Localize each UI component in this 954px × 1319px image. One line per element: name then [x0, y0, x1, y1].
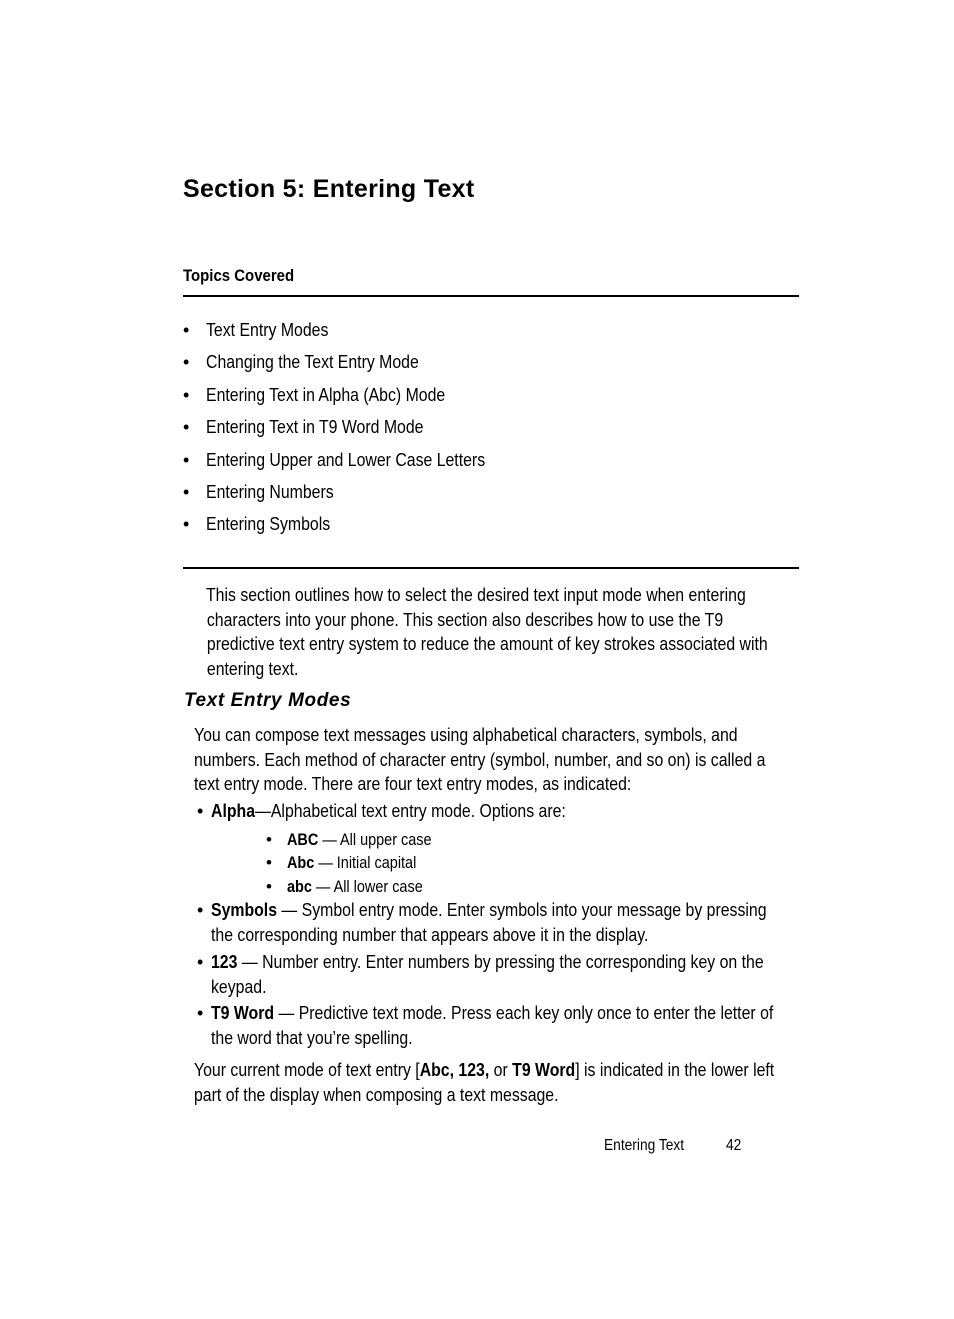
bullet: •	[197, 1003, 204, 1023]
bullet: •	[183, 514, 190, 535]
mode-term: 123	[211, 952, 238, 972]
topics-bottom-rule	[183, 567, 799, 569]
alpha-option-initial: • Abc — Initial capital	[266, 851, 566, 875]
mode-item-symbols: • Symbols — Symbol entry mode. Enter symbols into your message by pressing the corresponding number that appears above it in the display.	[197, 900, 767, 945]
bullet: •	[183, 449, 190, 470]
page-number: 42	[726, 1137, 742, 1154]
bullet: •	[266, 877, 272, 896]
topics-heading: Topics Covered	[183, 266, 295, 285]
bullet: •	[183, 320, 190, 340]
mode-term: Symbols	[211, 900, 278, 920]
alpha-option-lower: • abc — All lower case	[266, 875, 566, 899]
footer-section-label: Entering Text	[604, 1137, 685, 1154]
bullet: •	[266, 853, 272, 872]
bullet: •	[197, 952, 204, 972]
mode-term: Alpha	[211, 801, 256, 821]
bullet: •	[197, 900, 204, 920]
bullet: •	[183, 481, 190, 502]
bullet: •	[266, 830, 272, 849]
topics-top-rule	[183, 295, 799, 297]
section-title: Section 5: Entering Text	[183, 175, 475, 203]
mode-item-t9: • T9 Word — Predictive text mode. Press each key only once to enter the letter of the word that you’re spelling.	[197, 1003, 774, 1048]
bullet: •	[183, 384, 190, 405]
modes-intro-paragraph: You can compose text messages using alphabetical characters, symbols, and numbers. Each method of character entry (symbol, number, and so on) is called a text entry mode. There are four text entry modes, as indicated:	[194, 725, 766, 795]
mode-item-numbers: • 123 — Number entry. Enter numbers by pressing the corresponding key on the keypad.	[197, 952, 764, 997]
bullet: •	[197, 801, 204, 821]
intro-paragraph: This section outlines how to select the desired text input mode when entering characters into your phone. This section also describes how to use the T9 predictive text entry system to reduce the amount of key strokes associated with entering text.	[206, 585, 768, 679]
status-paragraph: Your current mode of text entry [Abc, 123, or T9 Word] is indicated in the lower left part of the display when composing a text message.	[194, 1060, 775, 1105]
bullet: •	[183, 417, 190, 438]
bullet: •	[183, 352, 190, 373]
subsection-heading: Text Entry Modes	[184, 690, 352, 711]
mode-item-alpha: • Alpha—Alphabetical text entry mode. Options are:	[197, 799, 797, 824]
mode-term: T9 Word	[211, 1003, 275, 1023]
alpha-option-upper: • ABC — All upper case	[266, 828, 566, 852]
